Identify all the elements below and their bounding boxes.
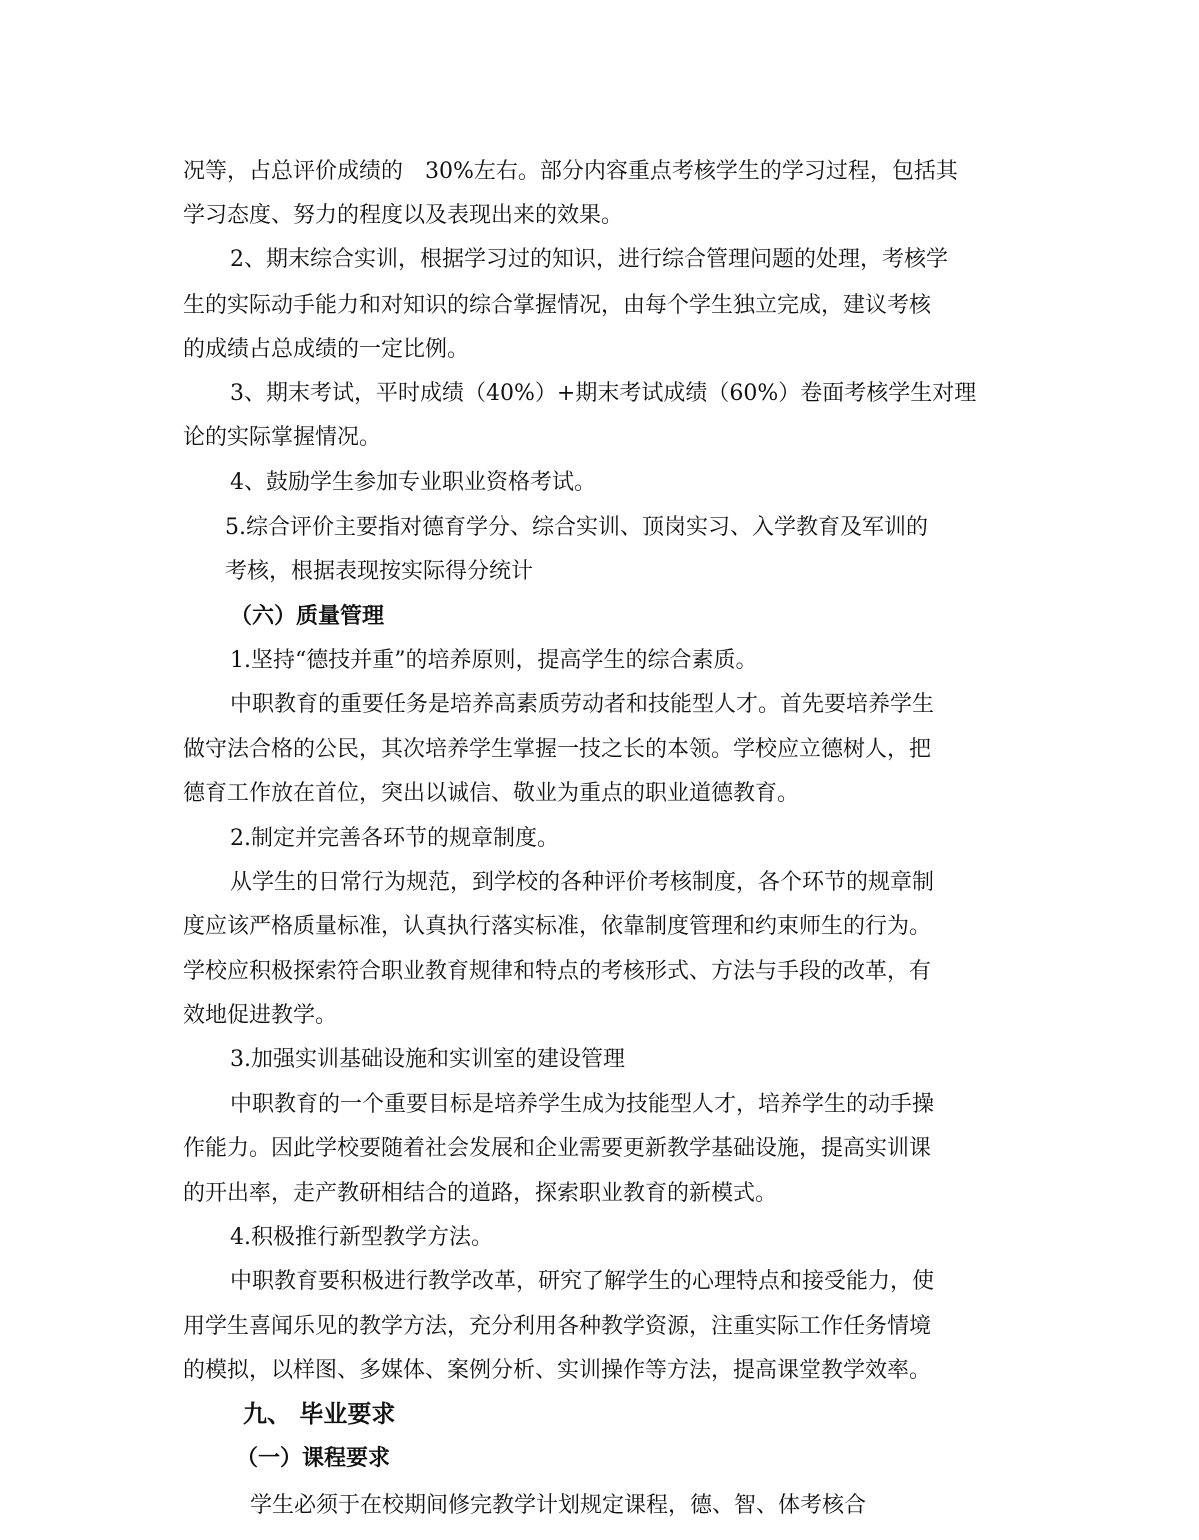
paragraph-line: 学生必须于在校期间修完教学计划规定课程，德、智、体考核合 [250, 1493, 867, 1518]
paragraph-line: 中职教育的重要任务是培养高素质劳动者和技能型人才。首先要培养学生 [230, 692, 935, 717]
paragraph-line: 作能力。因此学校要随着社会发展和企业需要更新教学基础设施，提高实训课 [183, 1136, 932, 1161]
paragraph-line: 学校应积极探索符合职业教育规律和特点的考核形式、方法与手段的改革，有 [183, 959, 932, 984]
chapter-heading: 九、 毕业要求 [243, 1400, 396, 1428]
paragraph-line: 中职教育要积极进行教学改革，研究了解学生的心理特点和接受能力，使 [230, 1269, 935, 1294]
paragraph-line: 的模拟，以样图、多媒体、案例分析、实训操作等方法，提高课堂教学效率。 [183, 1358, 932, 1383]
paragraph-line: 1.坚持“德技并重”的培养原则，提高学生的综合素质。 [230, 648, 758, 673]
paragraph-line: 2、期末综合实训，根据学习过的知识，进行综合管理问题的处理，考核学 [230, 247, 948, 272]
paragraph-line: 学习态度、努力的程度以及表现出来的效果。 [183, 203, 624, 228]
paragraph-line: 的开出率，走产教研相结合的道路，探索职业教育的新模式。 [183, 1181, 778, 1206]
paragraph-line: 3.加强实训基础设施和实训室的建设管理 [230, 1047, 625, 1072]
paragraph-line: 3、期末考试，平时成绩（40%）+期末考试成绩（60%）卷面考核学生对理 [230, 381, 977, 406]
paragraph-line: 4、鼓励学生参加专业职业资格考试。 [230, 470, 596, 495]
paragraph-line: 5.综合评价主要指对德育学分、综合实训、顶岗实习、入学教育及军训的 [225, 515, 928, 540]
section-heading: （六）质量管理 [230, 604, 385, 629]
paragraph-line: 4.积极推行新型教学方法。 [230, 1225, 493, 1250]
paragraph-line: 做守法合格的公民，其次培养学生掌握一技之长的本领。学校应立德树人，把 [183, 737, 932, 762]
section-heading: （一）课程要求 [236, 1446, 391, 1471]
paragraph-line: 考核，根据表现按实际得分统计 [225, 559, 534, 584]
paragraph-line: 德育工作放在首位，突出以诚信、敬业为重点的职业道德教育。 [183, 781, 800, 806]
paragraph-line: 况等，占总评价成绩的 30%左右。部分内容重点考核学生的学习过程，包括其 [183, 159, 958, 184]
paragraph-line: 中职教育的一个重要目标是培养学生成为技能型人才，培养学生的动手操 [230, 1092, 935, 1117]
paragraph-line: 的成绩占总成绩的一定比例。 [183, 337, 470, 362]
paragraph-line: 2.制定并完善各环节的规章制度。 [230, 826, 559, 851]
paragraph-line: 论的实际掌握情况。 [183, 425, 382, 450]
paragraph-line: 度应该严格质量标准，认真执行落实标准，依靠制度管理和约束师生的行为。 [183, 914, 932, 939]
paragraph-line: 效地促进教学。 [183, 1003, 338, 1028]
paragraph-line: 生的实际动手能力和对知识的综合掌握情况，由每个学生独立完成，建议考核 [183, 293, 932, 318]
paragraph-line: 用学生喜闻乐见的教学方法，充分利用各种教学资源，注重实际工作任务情境 [183, 1314, 932, 1339]
paragraph-line: 从学生的日常行为规范，到学校的各种评价考核制度，各个环节的规章制 [230, 870, 935, 895]
